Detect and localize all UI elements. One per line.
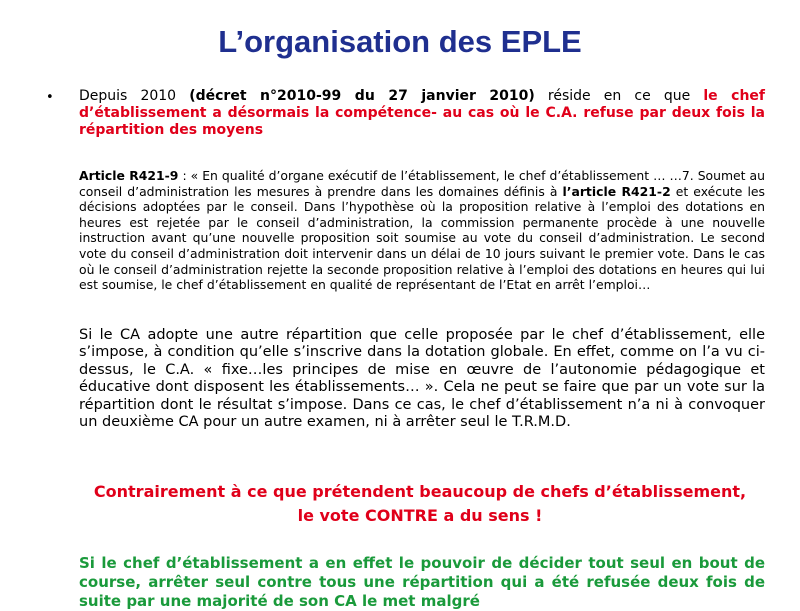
article-label: Article R421-9 [79,168,179,183]
decree-reference: (décret n°2010-99 du 27 janvier 2010) [189,88,535,104]
article-quote-paragraph [79,168,765,293]
article-reference: l’article R421-2 [562,183,671,199]
intro-highlight: le chef d’établissement a désormais la compétence- au cas où le C.A. refuse par deux fois la répartition des moyens [79,88,765,138]
closing-paragraph: Si le chef d’établissement a en effet le pouvoir de décider tout seul en bout de course, arrêter seul contre tous une répartition qui a été refusée deux fois de suite par une majorité de son CA le met malgré [79,554,765,610]
vote-contre-callout [70,480,770,528]
callout-line-1: Contrairement à ce que prétendent beaucoup de chefs d’établissement, [93,482,747,501]
intro-mid-text: réside en ce que [534,88,704,104]
article-text-1: : « En qualité d’organe exécutif de l’établissement, le chef d’établissement … …7. Soumet au conseil d’administration les mesures à prendre dans les domaines définis à [79,168,766,199]
article-text-2: et exécute les décisions adoptées par le conseil. Dans l’hypothèse où la proposition relative à l’emploi des dotations en heures est rejetée par le conseil d’administration, la commission permanente procède à une nouvelle instruction avant qu’une nouvelle proposition soit soumise au vote du conseil d’administration. Le second vote du conseil d’administration doit intervenir dans un délai de 10 jours suivant le premier vote. Dans le cas où le conseil d’administration rejette la seconde proposition relative à l’emploi des dotations en heures qui lui est soumise, le chef d’établissement en qualité de représentant de l’Etat en arrêt l’emploi… [79,183,765,293]
intro-paragraph [79,88,765,139]
slide-title: L’organisation des EPLE [218,24,582,59]
bullet-marker: • [46,90,54,105]
intro-text: Depuis 2010 [79,88,190,104]
ca-repartition-paragraph: Si le CA adopte une autre répartition que celle proposée par le chef d’établissement, elle s’impose, à condition qu’elle s’inscrive dans la dotation globale. En effet, comme on l’a vu ci-dessus, le C.A. « fixe…les principes de mise en œuvre de l’autonomie pédagogique et éducative dont disposent les établissements… ». Cela ne peut se faire que par un vote sur la répartition dont le résultat s’impose. Dans ce cas, le chef d’établissement n’a ni à convoquer un deuxième CA pour un autre examen, ni à arrêter seul le T.R.M.D. [79,327,765,431]
callout-line-2: le vote CONTRE a du sens ! [297,506,543,525]
